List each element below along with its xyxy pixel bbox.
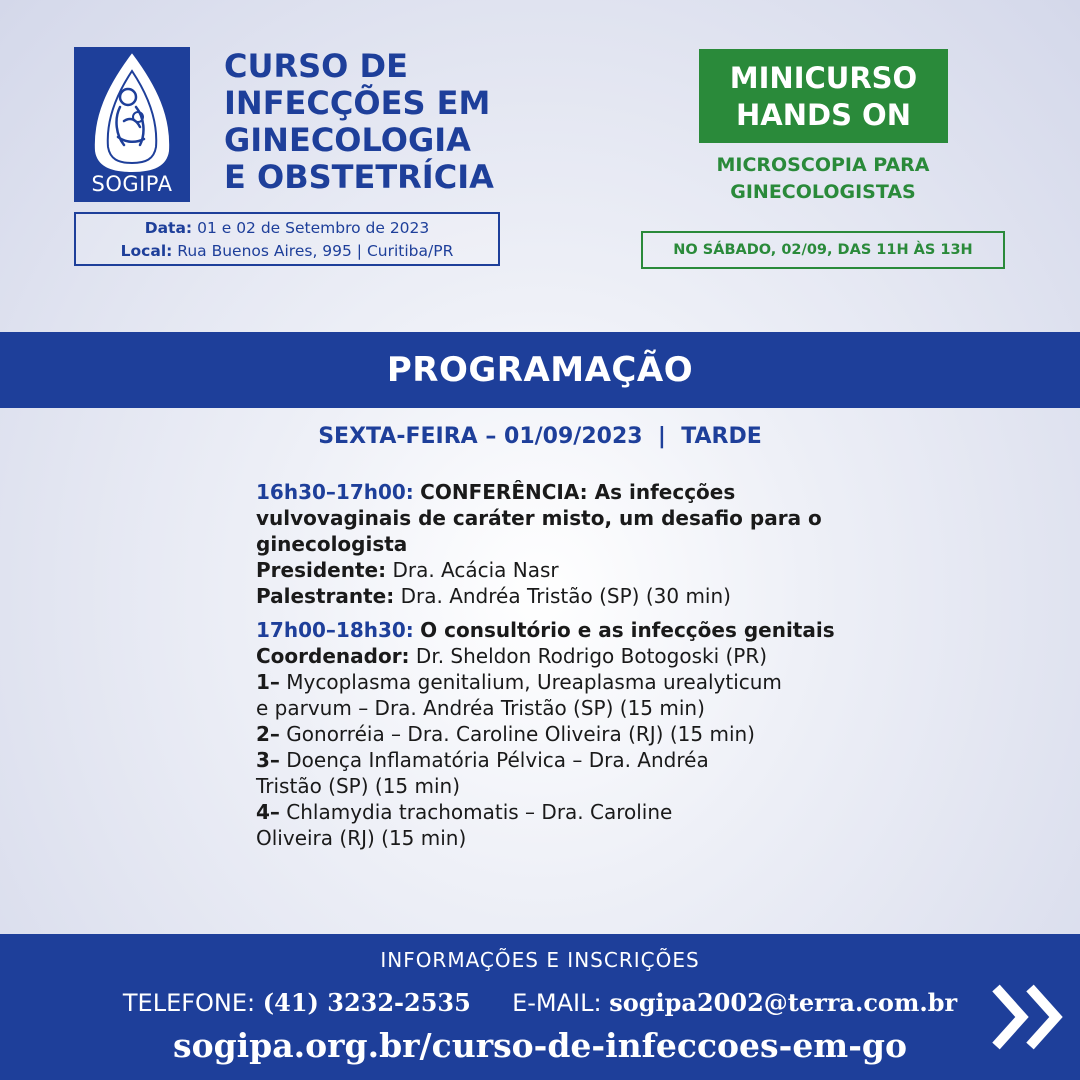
day-heading: SEXTA-FEIRA – 01/09/2023 | TARDE <box>318 424 762 449</box>
logo-text: SOGIPA <box>91 172 173 196</box>
info-heading: INFORMAÇÕES E INSCRIÇÕES <box>380 948 700 972</box>
block1-president <box>256 557 856 583</box>
double-chevron-right-icon[interactable] <box>990 982 1066 1052</box>
block2-coordinator <box>256 643 856 669</box>
block1-speaker <box>256 583 856 609</box>
item-text-continued: Tristão (SP) (15 min) <box>256 774 461 798</box>
coordinator-value: Dr. Sheldon Rodrigo Botogoski (PR) <box>415 644 768 668</box>
coordinator-label: Coordenador: <box>256 644 410 668</box>
email-value[interactable]: sogipa2002@terra.com.br <box>609 988 958 1017</box>
title-line: GINECOLOGIA <box>224 121 471 159</box>
phone-value[interactable]: (41) 3232-2535 <box>262 988 471 1017</box>
minicurso-badge <box>699 49 948 143</box>
item-text: Chlamydia trachomatis – Dra. Caroline <box>286 800 673 824</box>
president-label: Presidente: <box>256 558 387 582</box>
date-line <box>76 217 498 240</box>
program-item <box>256 799 856 825</box>
item-text-continued: Oliveira (RJ) (15 min) <box>256 826 467 850</box>
program-item <box>256 721 856 747</box>
local-value: Rua Buenos Aires, 995 | Curitiba/PR <box>177 242 454 260</box>
block1-time: 16h30–17h00: <box>256 480 414 504</box>
block1-title-b: vulvovaginais de caráter misto, um desafio para o <box>256 506 822 530</box>
email-label: E-MAIL: <box>512 989 602 1017</box>
program-block-2 <box>256 617 856 851</box>
block1-title-a: CONFERÊNCIA: As infecções <box>420 480 736 504</box>
item-number: 2– <box>256 722 280 746</box>
event-info-box <box>74 212 500 266</box>
phone-label: TELEFONE: <box>122 989 256 1017</box>
course-title <box>224 48 524 196</box>
date-label: Data: <box>144 219 193 237</box>
block1-title-c: ginecologista <box>256 532 408 556</box>
block2-title: O consultório e as infecções genitais <box>420 618 835 642</box>
local-line <box>76 240 498 263</box>
program-item <box>256 669 856 695</box>
speaker-value: Dra. Andréa Tristão (SP) (30 min) <box>400 584 731 608</box>
program-item <box>256 747 856 773</box>
date-value: 01 e 02 de Setembro de 2023 <box>197 219 430 237</box>
program-block-1 <box>256 479 856 609</box>
local-label: Local: <box>120 242 173 260</box>
block2-title-line <box>256 617 856 643</box>
item-text: Doença Inflamatória Pélvica – Dra. Andréa <box>286 748 709 772</box>
speaker-label: Palestrante: <box>256 584 395 608</box>
minicurso-sub1: MICROSCOPIA PARA <box>716 154 930 176</box>
item-number: 4– <box>256 800 280 824</box>
item-text: Gonorréia – Dra. Caroline Oliveira (RJ) (15 min) <box>286 722 755 746</box>
item-text-continued: e parvum – Dra. Andréa Tristão (SP) (15 min) <box>256 696 705 720</box>
footer <box>0 934 1080 1080</box>
item-text: Mycoplasma genitalium, Ureaplasma urealyticum <box>286 670 782 694</box>
contact-line <box>0 988 1080 1017</box>
program-content <box>256 479 856 859</box>
website-link[interactable]: sogipa.org.br/curso-de-infeccoes-em-go <box>172 1026 908 1065</box>
minicurso-date-box: NO SÁBADO, 02/09, DAS 11H ÀS 13H <box>641 231 1005 269</box>
item-number: 1– <box>256 670 280 694</box>
minicurso-sub2: GINECOLOGISTAS <box>730 181 916 203</box>
sogipa-logo <box>74 47 190 202</box>
minicurso-line1: MINICURSO <box>729 61 918 95</box>
title-line: CURSO DE <box>224 47 408 85</box>
block1-title-line <box>256 479 856 505</box>
section-title-bar: PROGRAMAÇÃO <box>0 332 1080 408</box>
item-number: 3– <box>256 748 280 772</box>
minicurso-line2: HANDS ON <box>736 98 911 132</box>
title-line: E OBSTETRÍCIA <box>224 158 494 196</box>
block2-time: 17h00–18h30: <box>256 618 414 642</box>
minicurso-subtitle <box>680 152 966 206</box>
president-value: Dra. Acácia Nasr <box>392 558 559 582</box>
title-line: INFECÇÕES EM <box>224 84 491 122</box>
